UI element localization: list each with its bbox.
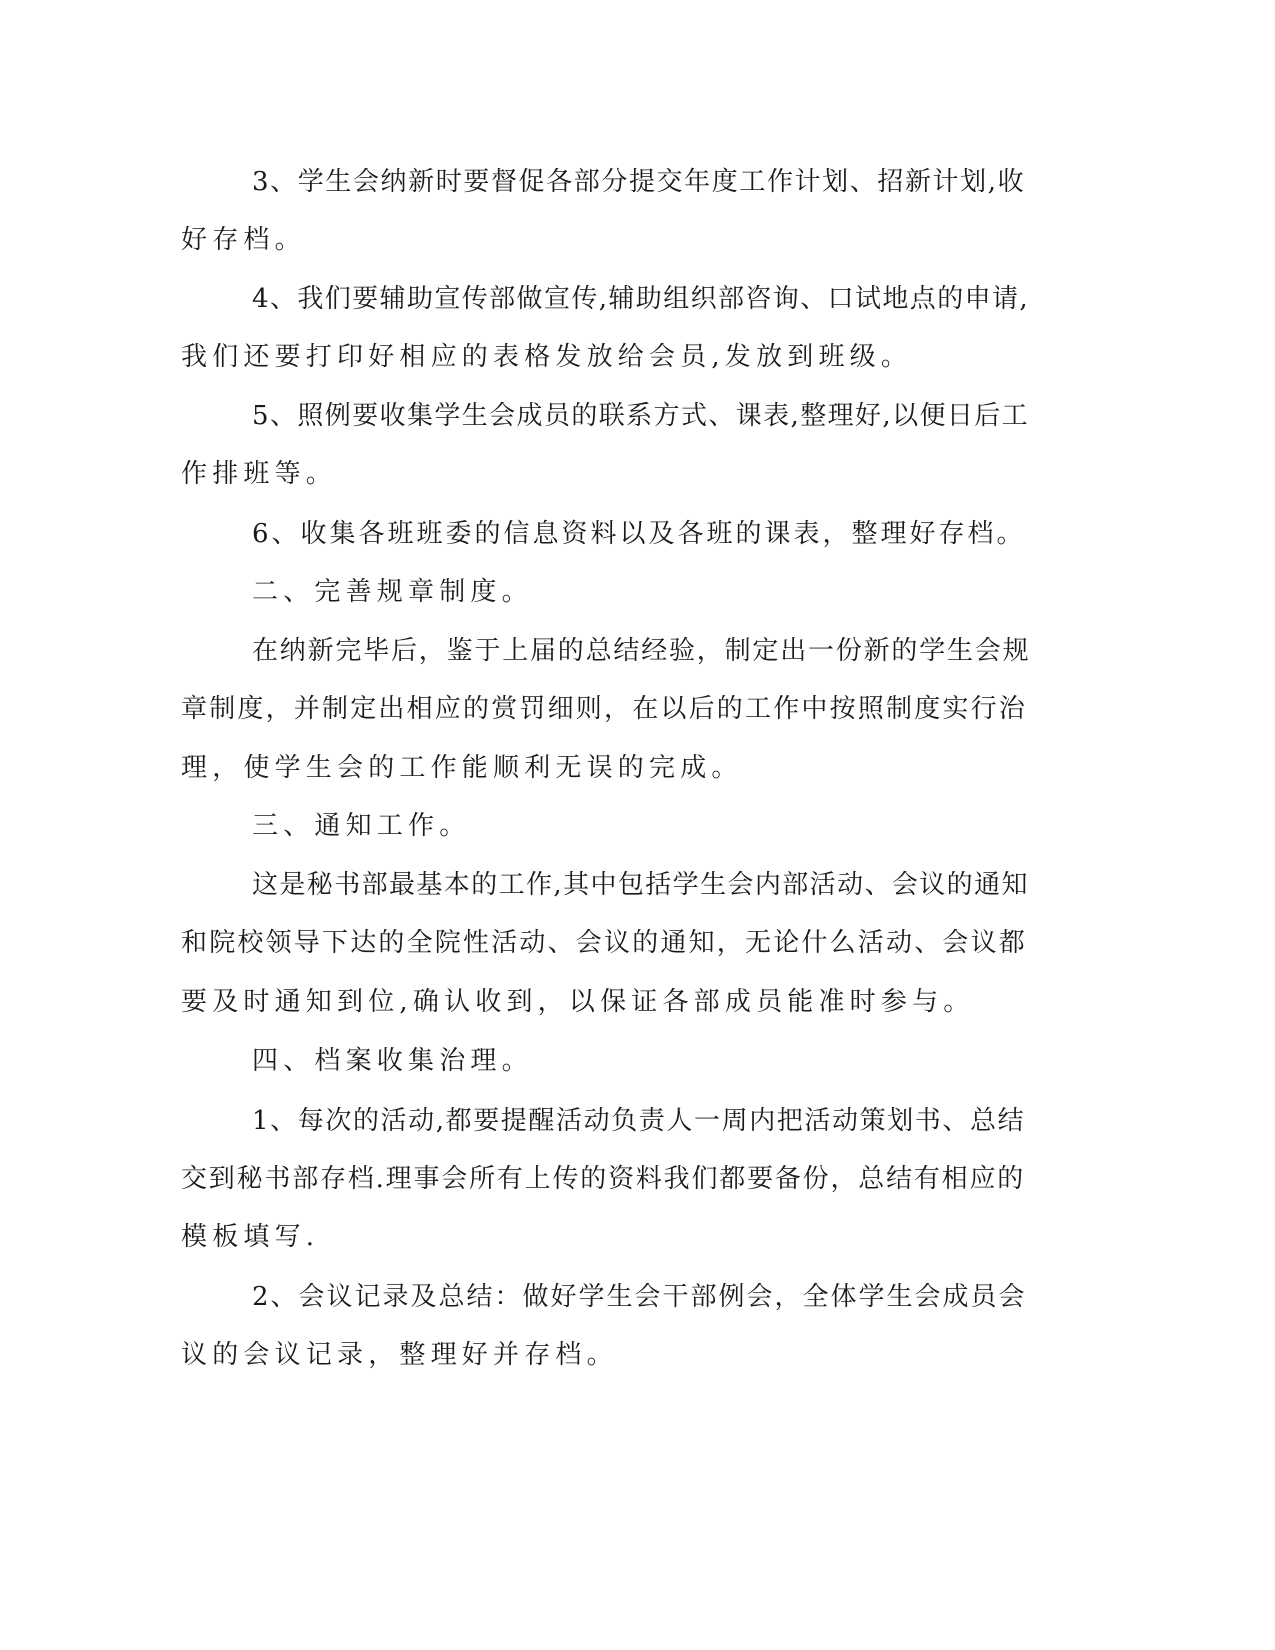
paragraph-3-line-1: 5、照例要收集学生会成员的联系方式、课表,整理好,以便日后工 (252, 401, 1030, 431)
paragraph-10-line-2: 交到秘书部存档.理事会所有上传的资料我们都要备份，总结有相应的 (181, 1164, 1026, 1194)
paragraph-1-line-1: 3、学生会纳新时要督促各部分提交年度工作计划、招新计划,收 (252, 167, 1026, 197)
paragraph-6-line-1: 在纳新完毕后，鉴于上届的总结经验，制定出一份新的学生会规 (252, 636, 1031, 666)
paragraph-10-line-3: 模板填写. (181, 1222, 320, 1252)
paragraph-6-line-2: 章制度，并制定出相应的赏罚细则，在以后的工作中按照制度实行治 (181, 694, 1028, 724)
paragraph-3-line-2: 作排班等。 (181, 459, 338, 489)
section-heading-4: 四、档案收集治理。 (252, 1046, 533, 1076)
paragraph-8-line-2: 和院校领导下达的全院性活动、会议的通知，无论什么活动、会议都 (181, 928, 1028, 958)
paragraph-4-line-1: 6、收集各班班委的信息资料以及各班的课表，整理好存档。 (252, 519, 1026, 549)
paragraph-1-line-2: 好存档。 (181, 225, 306, 255)
paragraph-6-line-3: 理，使学生会的工作能顺利无误的完成。 (181, 753, 743, 783)
paragraph-8-line-3: 要及时通知到位,确认收到，以保证各部成员能准时参与。 (181, 987, 975, 1017)
paragraph-11-line-1: 2、会议记录及总结：做好学生会干部例会，全体学生会成员会 (252, 1282, 1027, 1312)
paragraph-2-line-2: 我们还要打印好相应的表格发放给会员,发放到班级。 (181, 342, 913, 372)
paragraph-11-line-2: 议的会议记录，整理好并存档。 (181, 1340, 618, 1370)
paragraph-8-line-1: 这是秘书部最基本的工作,其中包括学生会内部活动、会议的通知 (252, 870, 1029, 900)
section-heading-2: 二、完善规章制度。 (252, 577, 533, 607)
paragraph-10-line-1: 1、每次的活动,都要提醒活动负责人一周内把活动策划书、总结 (252, 1106, 1026, 1136)
paragraph-2-line-1: 4、我们要辅助宣传部做宣传,辅助组织部咨询、口试地点的申请, (252, 284, 1030, 314)
section-heading-3: 三、通知工作。 (252, 811, 471, 841)
